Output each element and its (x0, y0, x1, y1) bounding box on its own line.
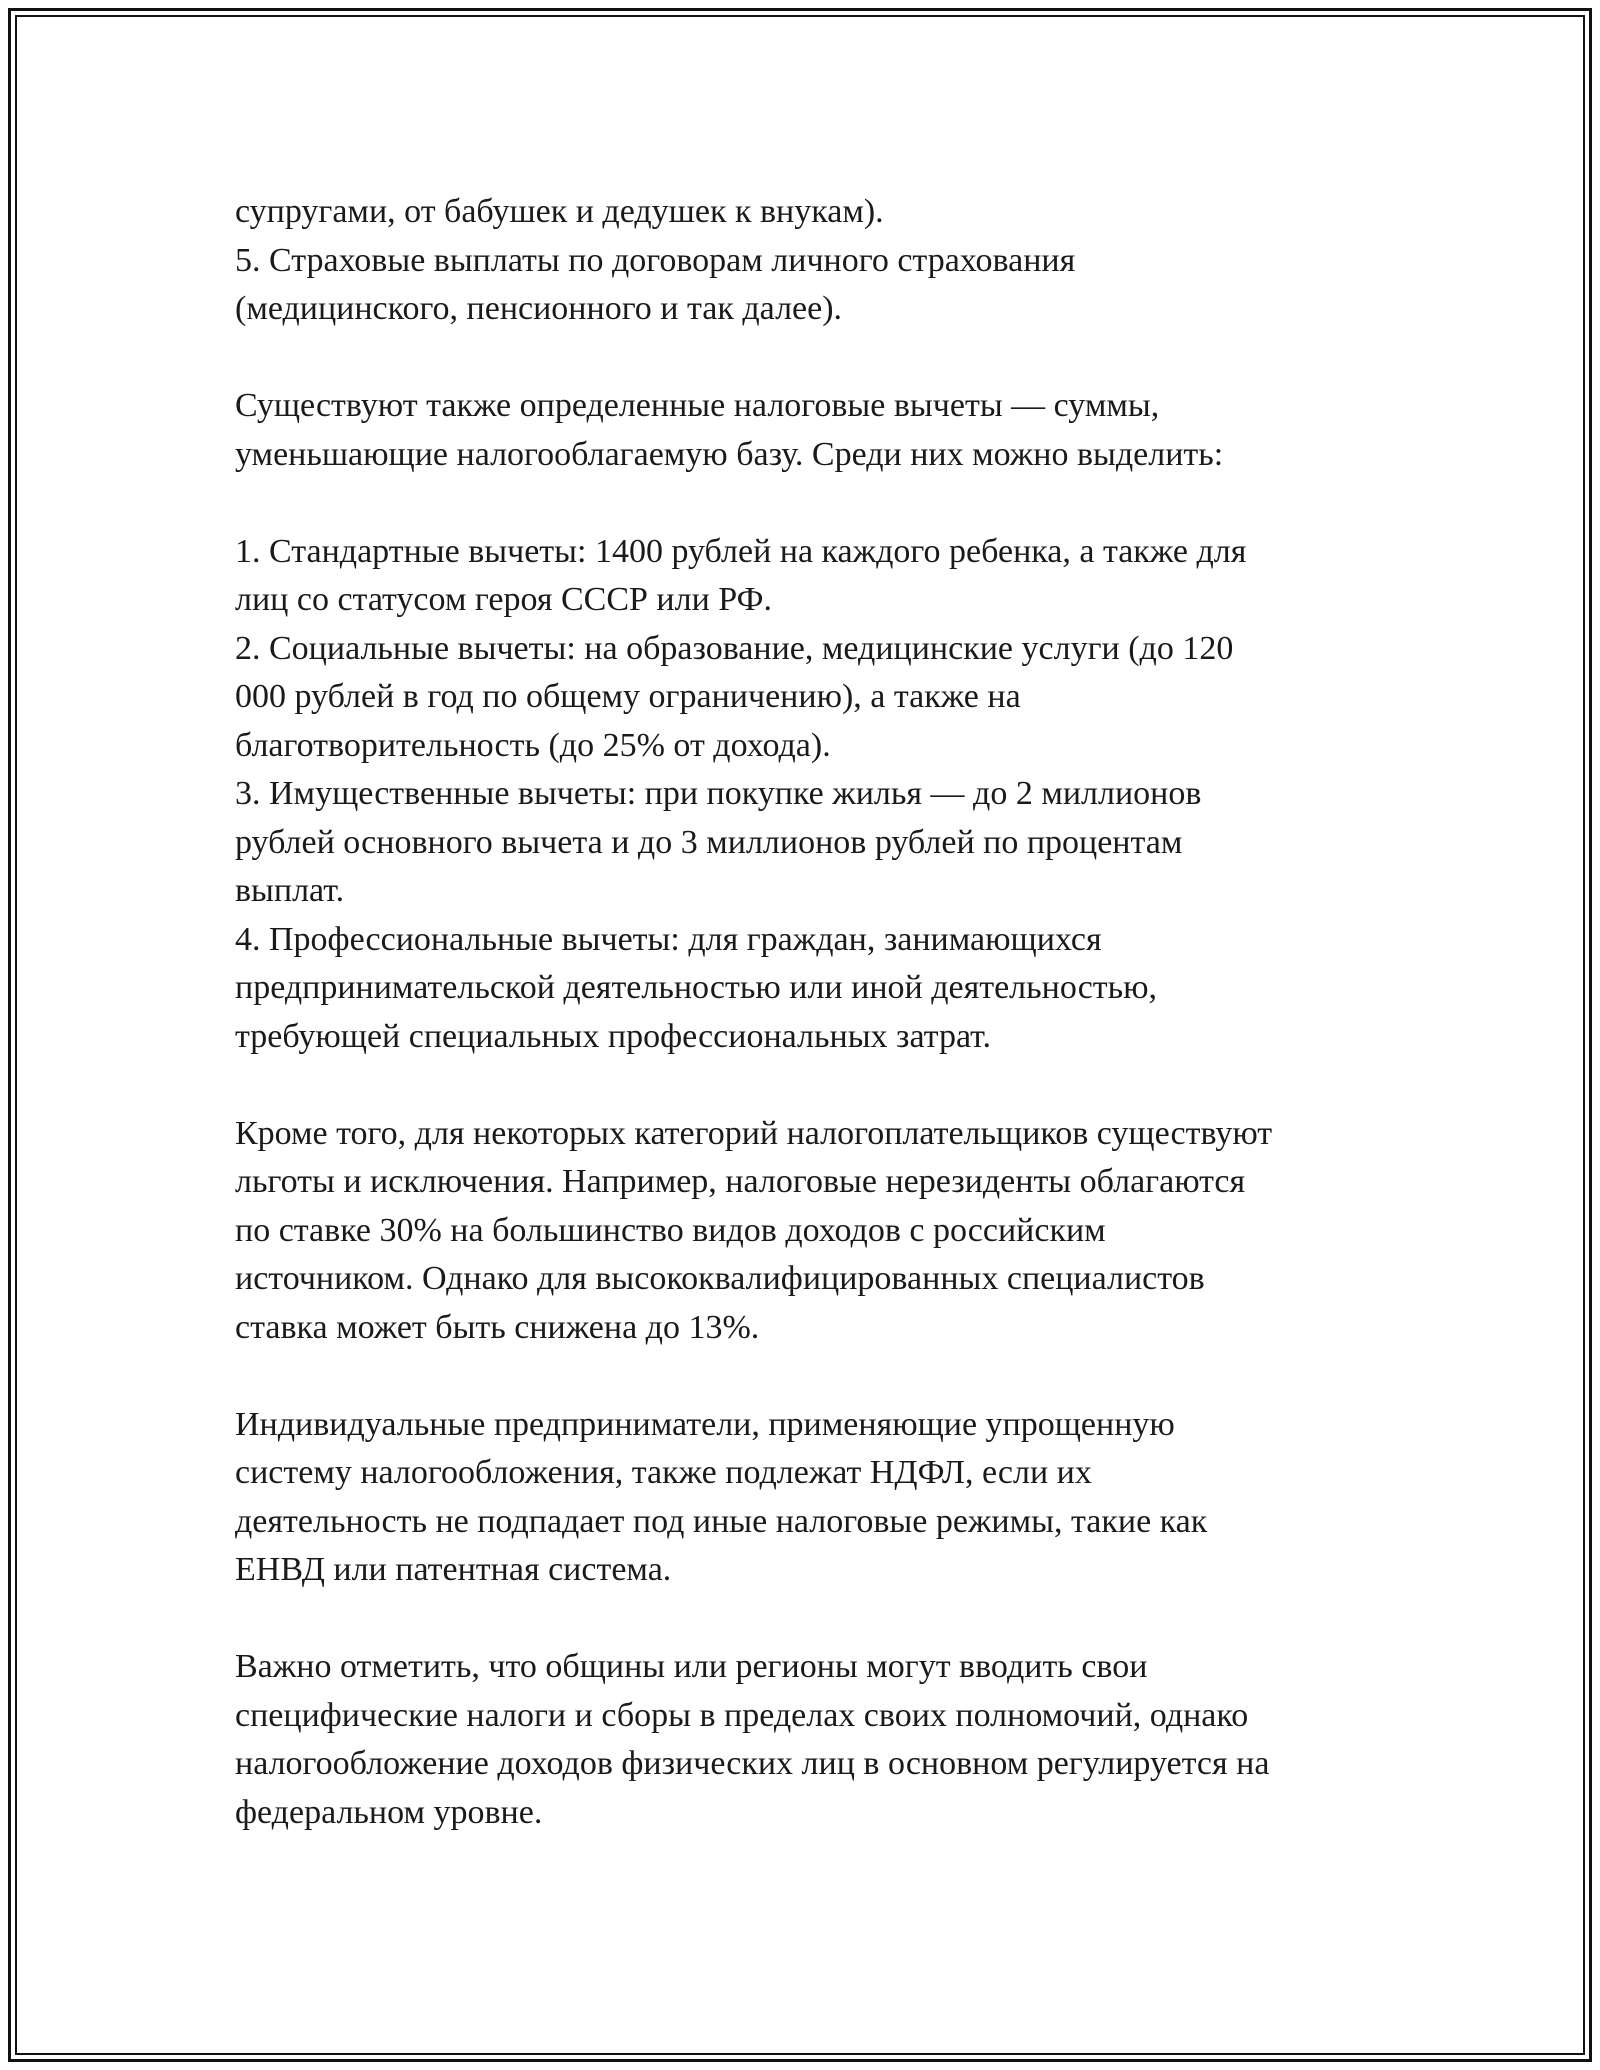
text-line: 5. Страховые выплаты по договорам личного страхования (235, 241, 1076, 279)
paragraph-gap (235, 1595, 1385, 1644)
text-line: специфические налоги и сборы в пределах своих полномочий, однако (235, 1696, 1249, 1734)
text-line: предпринимательской деятельностью или иной деятельностью, (235, 969, 1158, 1006)
text-line: 2. Социальные вычеты: на образование, медицинские услуги (до 120 (235, 629, 1234, 667)
text-line: налогообложение доходов физических лиц в основном регулируется на (235, 1745, 1270, 1782)
text-line: лиц со статусом героя СССР или РФ. (235, 581, 772, 618)
text-line: источником. Однако для высококвалифицированных специалистов (235, 1260, 1205, 1297)
text-line: по ставке 30% на большинство видов доходов с российским (235, 1211, 1106, 1249)
text-line: федеральном уровне. (235, 1793, 543, 1831)
text-line: льготы и исключения. Например, налоговые нерезиденты облагаются (235, 1163, 1246, 1200)
text-line: систему налогообложения, также подлежат НДФЛ, если их (235, 1454, 1092, 1491)
text-line: Важно отметить, что общины или регионы могут вводить свои (235, 1648, 1148, 1685)
text-line: 4. Профессиональные вычеты: для граждан, занимающихся (235, 920, 1102, 958)
text-line: ставка может быть снижена до 13%. (235, 1308, 760, 1346)
text-line: 3. Имущественные вычеты: при покупке жилья — до 2 миллионов (235, 775, 1202, 812)
text-line: Индивидуальные предприниматели, применяющие упрощенную (235, 1405, 1175, 1443)
text-line: выплат. (235, 872, 345, 909)
document-body (235, 188, 1385, 1837)
text-line: 1. Стандартные вычеты: 1400 рублей на каждого ребенка, а также для (235, 532, 1247, 570)
text-line: (медицинского, пенсионного и так далее). (235, 290, 843, 327)
text-line: уменьшающие налогооблагаемую базу. Среди них можно выделить: (235, 435, 1224, 473)
text-line: деятельность не подпадает под иные налоговые режимы, такие как (235, 1502, 1208, 1540)
paragraph-gap (235, 334, 1385, 383)
text-line: требующей специальных профессиональных затрат. (235, 1017, 991, 1055)
text-line: Кроме того, для некоторых категорий налогоплательщиков существуют (235, 1114, 1273, 1152)
text-line: ЕНВД или патентная система. (235, 1551, 672, 1588)
text-line: супругами, от бабушек и дедушек к внукам). (235, 193, 884, 230)
paragraph-gap (235, 479, 1385, 528)
text-line: Существуют также определенные налоговые вычеты — суммы, (235, 387, 1160, 424)
text-line: благотворительность (до 25% от дохода). (235, 726, 831, 764)
paragraph-gap (235, 1061, 1385, 1110)
text-line: рублей основного вычета и до 3 миллионов рублей по процентам (235, 823, 1183, 861)
text-line: 000 рублей в год по общему ограничению), а также на (235, 678, 1021, 715)
paragraph-gap (235, 1352, 1385, 1401)
